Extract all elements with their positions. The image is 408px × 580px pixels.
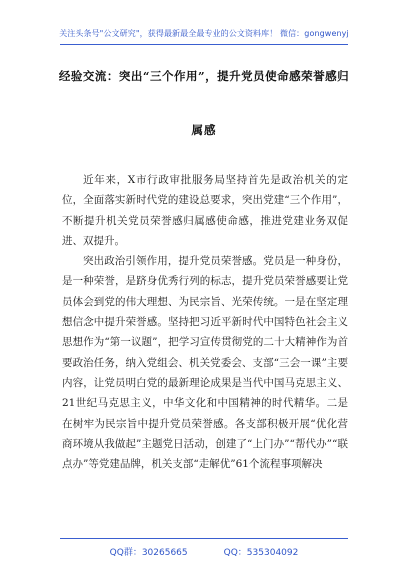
document-title: 经验交流：突出“三个作用”，提升党员使命感荣誉感归 [58, 69, 350, 83]
header-promo-note: 关注头条号"公文研究"，获得最新最全最专业的公文资料库！ 微信：gongwenyj [59, 29, 349, 38]
paragraph-intro: 近年来，X市行政审批服务局坚持首先是政治机关的定位，全面落实新时代党的建设总要求，突出党建“三个作用”，不断提升机关党员荣誉感归属感使命感，推进党建业务双促进、双提升。 [62, 174, 348, 247]
paragraph-political-leadership: 突出政治引领作用，提升党员荣誉感。党员是一种身份，是一种荣誉，是跻身优秀行列的标志，提升党员荣誉感要让党员体会到党的伟大理想、为民宗旨、光荣传统。一是在坚定理想信念中提升荣誉感。坚持把习近平新时代中国特色社会主义思想作为“第一议题”，把学习宣传贯彻党的二十大精神作为首要政治任务，纳入党组会、机关党委会、支部“三会一课”主要内容，让党员明白党的最新理论成果是当代中国马克思主义、21世纪马克思主义，中华文化和中国精神的时代精华。二是在树牢为民宗旨中提升党员荣誉感。各支部积极开展“优化营商环境从我做起”主题党日活动，创建了“上门办”“帮代办”“联点办”等党建品牌，机关支部“走解优”61个流程事项解决 [62, 255, 348, 471]
header-divider [60, 44, 348, 45]
footer-qq-group: QQ群：30265665 [109, 548, 188, 558]
footer-contact [0, 545, 408, 558]
footer-qq: QQ：535304092 [223, 548, 299, 558]
footer-divider [60, 538, 348, 539]
document-title-continued: 属感 [191, 123, 217, 137]
document-body [62, 170, 348, 474]
